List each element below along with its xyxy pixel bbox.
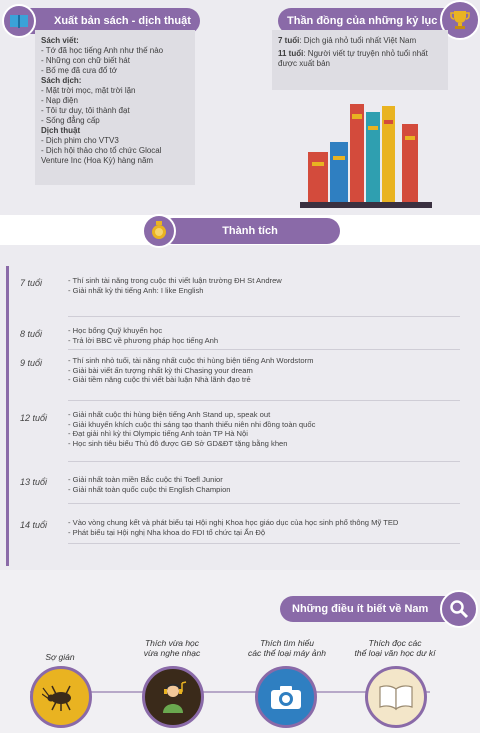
hobby-circle [142,666,204,728]
row-separator [68,503,460,504]
achievement-item: - Thí sinh tài năng trong cuộc thi viết luận trường ĐH St Andrew [68,276,282,285]
achievement-age: 8 tuổi [20,329,43,339]
translation-heading: Sách dịch: [41,76,82,85]
achievement-item: - Giải tiềm năng cuộc thi viết bài luận Nhà lãnh đạo trẻ [68,375,251,385]
trophy-icon [449,9,471,31]
row-separator [68,461,460,462]
row-separator [68,349,460,350]
row-separator [68,543,460,544]
record-text: : Dịch giả nhỏ tuổi nhất Việt Nam [299,36,417,45]
achievement-item: - Giải nhất cuộc thi hùng biện tiếng Anh Stand up, speak out [68,410,271,419]
record-age: 11 tuổi [278,49,304,58]
writing-item: - Bố mẹ đã cưa đổ tớ [41,66,117,75]
medal-badge [142,214,176,248]
achievement-item: - Vào vòng chung kết và phát biểu tại Hội nghị Khoa học giáo dục của học sinh phổ thông Mỹ TED [68,518,399,527]
writing-item: - Những con chữ biết hát [41,56,130,65]
achievements-title-bar [160,218,340,244]
hobby-label-line: các thể loại máy ảnh [248,648,326,658]
achievement-age: 14 tuổi [20,520,48,530]
publishing-title: Xuất bản sách - dịch thuật [54,15,191,27]
book-badge [2,4,36,38]
achievement-items [68,326,218,345]
achievement-age: 7 tuổi [20,278,43,288]
publishing-content [41,36,196,166]
interpretation-heading: Dịch thuật [41,126,81,135]
achievement-item: - Giải nhất toàn quốc cuộc thi English Champion [68,484,231,494]
search-icon [449,599,469,619]
achievement-item: - Học bổng Quỹ khuyến học [68,326,163,335]
books-illustration [300,96,450,212]
open-book-icon [9,13,29,29]
facts-title: Những điều ít biết về Nam [292,603,429,615]
interpretation-item: - Dịch hội thảo cho tổ chức Glocal [41,146,162,155]
achievement-item: - Giải khuyến khích cuộc thi sáng tạo thanh thiếu niên nhi đồng toàn quốc [68,419,316,429]
record-age: 7 tuổi [278,36,300,45]
book-icon [378,683,414,711]
writing-item: - Tớ đã học tiếng Anh như thế nào [41,46,164,55]
achievement-items [68,410,315,448]
camera-icon [269,683,303,711]
achievement-items [68,356,313,385]
facts-title-bar [280,596,458,622]
achievement-item: - Giải nhất toàn miền Bắc cuộc thi Toefl Junior [68,475,223,484]
interpretation-item: Venture Inc (Hoa Kỳ) hàng năm [41,156,154,165]
achievement-items [68,276,282,295]
hobby-label [10,652,110,662]
achievement-items [68,518,398,537]
achievement-item: - Trả lời BBC về phương pháp học tiếng Anh [68,335,219,345]
achievement-item: - Phát biểu tại Hội nghị Nha khoa do FDI tổ chức tại Ấn Độ [68,527,266,537]
timeline-line [6,266,9,566]
hobby-label-line: Thích vừa học [144,638,200,648]
record-text: : Người viết tự truyện nhỏ tuổi nhất được xuất bản [278,49,428,68]
translation-item: - Sống đẳng cấp [41,116,100,125]
hobby-label-line: Thích tìm hiểu [260,638,314,648]
translation-item: - Mặt trời mọc, mặt trời lặn [41,86,136,95]
achievements-title: Thành tích [222,225,278,237]
interpretation-item: - Dịch phim cho VTV3 [41,136,119,145]
achievement-item: - Đạt giải nhì kỳ thi Olympic tiếng Anh toàn TP Hà Nội [68,429,248,439]
achievement-items [68,475,231,494]
writing-heading: Sách viết: [41,36,79,45]
records-content [278,36,442,69]
achievement-item: - Giải bài viết ấn tượng nhất kỳ thi Chasing your dream [68,365,253,375]
achievement-item: - Giải nhất kỳ thi tiếng Anh: I like English [68,285,204,295]
achievement-item: - Thí sinh nhỏ tuổi, tài năng nhất cuộc thi hùng biện tiếng Anh Wordstorm [68,356,314,365]
hobby-circle [255,666,317,728]
hobby-label-line: Thích đọc các [368,638,422,648]
hobby-label-line: thể loại văn học dư kí [354,648,436,658]
translation-item: - Tôi tư duy, tôi thành đạt [41,106,130,115]
row-separator [68,400,460,401]
achievement-age: 13 tuổi [20,477,48,487]
row-separator [68,316,460,317]
hobby-label [340,638,450,658]
hobby-circle [365,666,427,728]
medal-icon [149,221,169,241]
translation-item: - Nạp điện [41,96,78,105]
hobby-circle [30,666,92,728]
hobby-label-line: vừa nghe nhạc [143,648,201,658]
music-listener-icon [155,679,191,715]
cockroach-icon [42,682,80,712]
achievement-age: 12 tuổi [20,413,48,423]
achievement-item: - Học sinh tiêu biểu Thủ đô được GĐ Sở GD&ĐT tặng bằng khen [68,438,288,448]
magnifier-badge [440,590,478,628]
records-title: Thần đồng của những kỷ lục [287,15,438,27]
hobby-label-line: Sợ gián [45,652,75,662]
hobby-label [232,638,342,658]
achievement-age: 9 tuổi [20,358,43,368]
hobby-label [122,638,222,658]
